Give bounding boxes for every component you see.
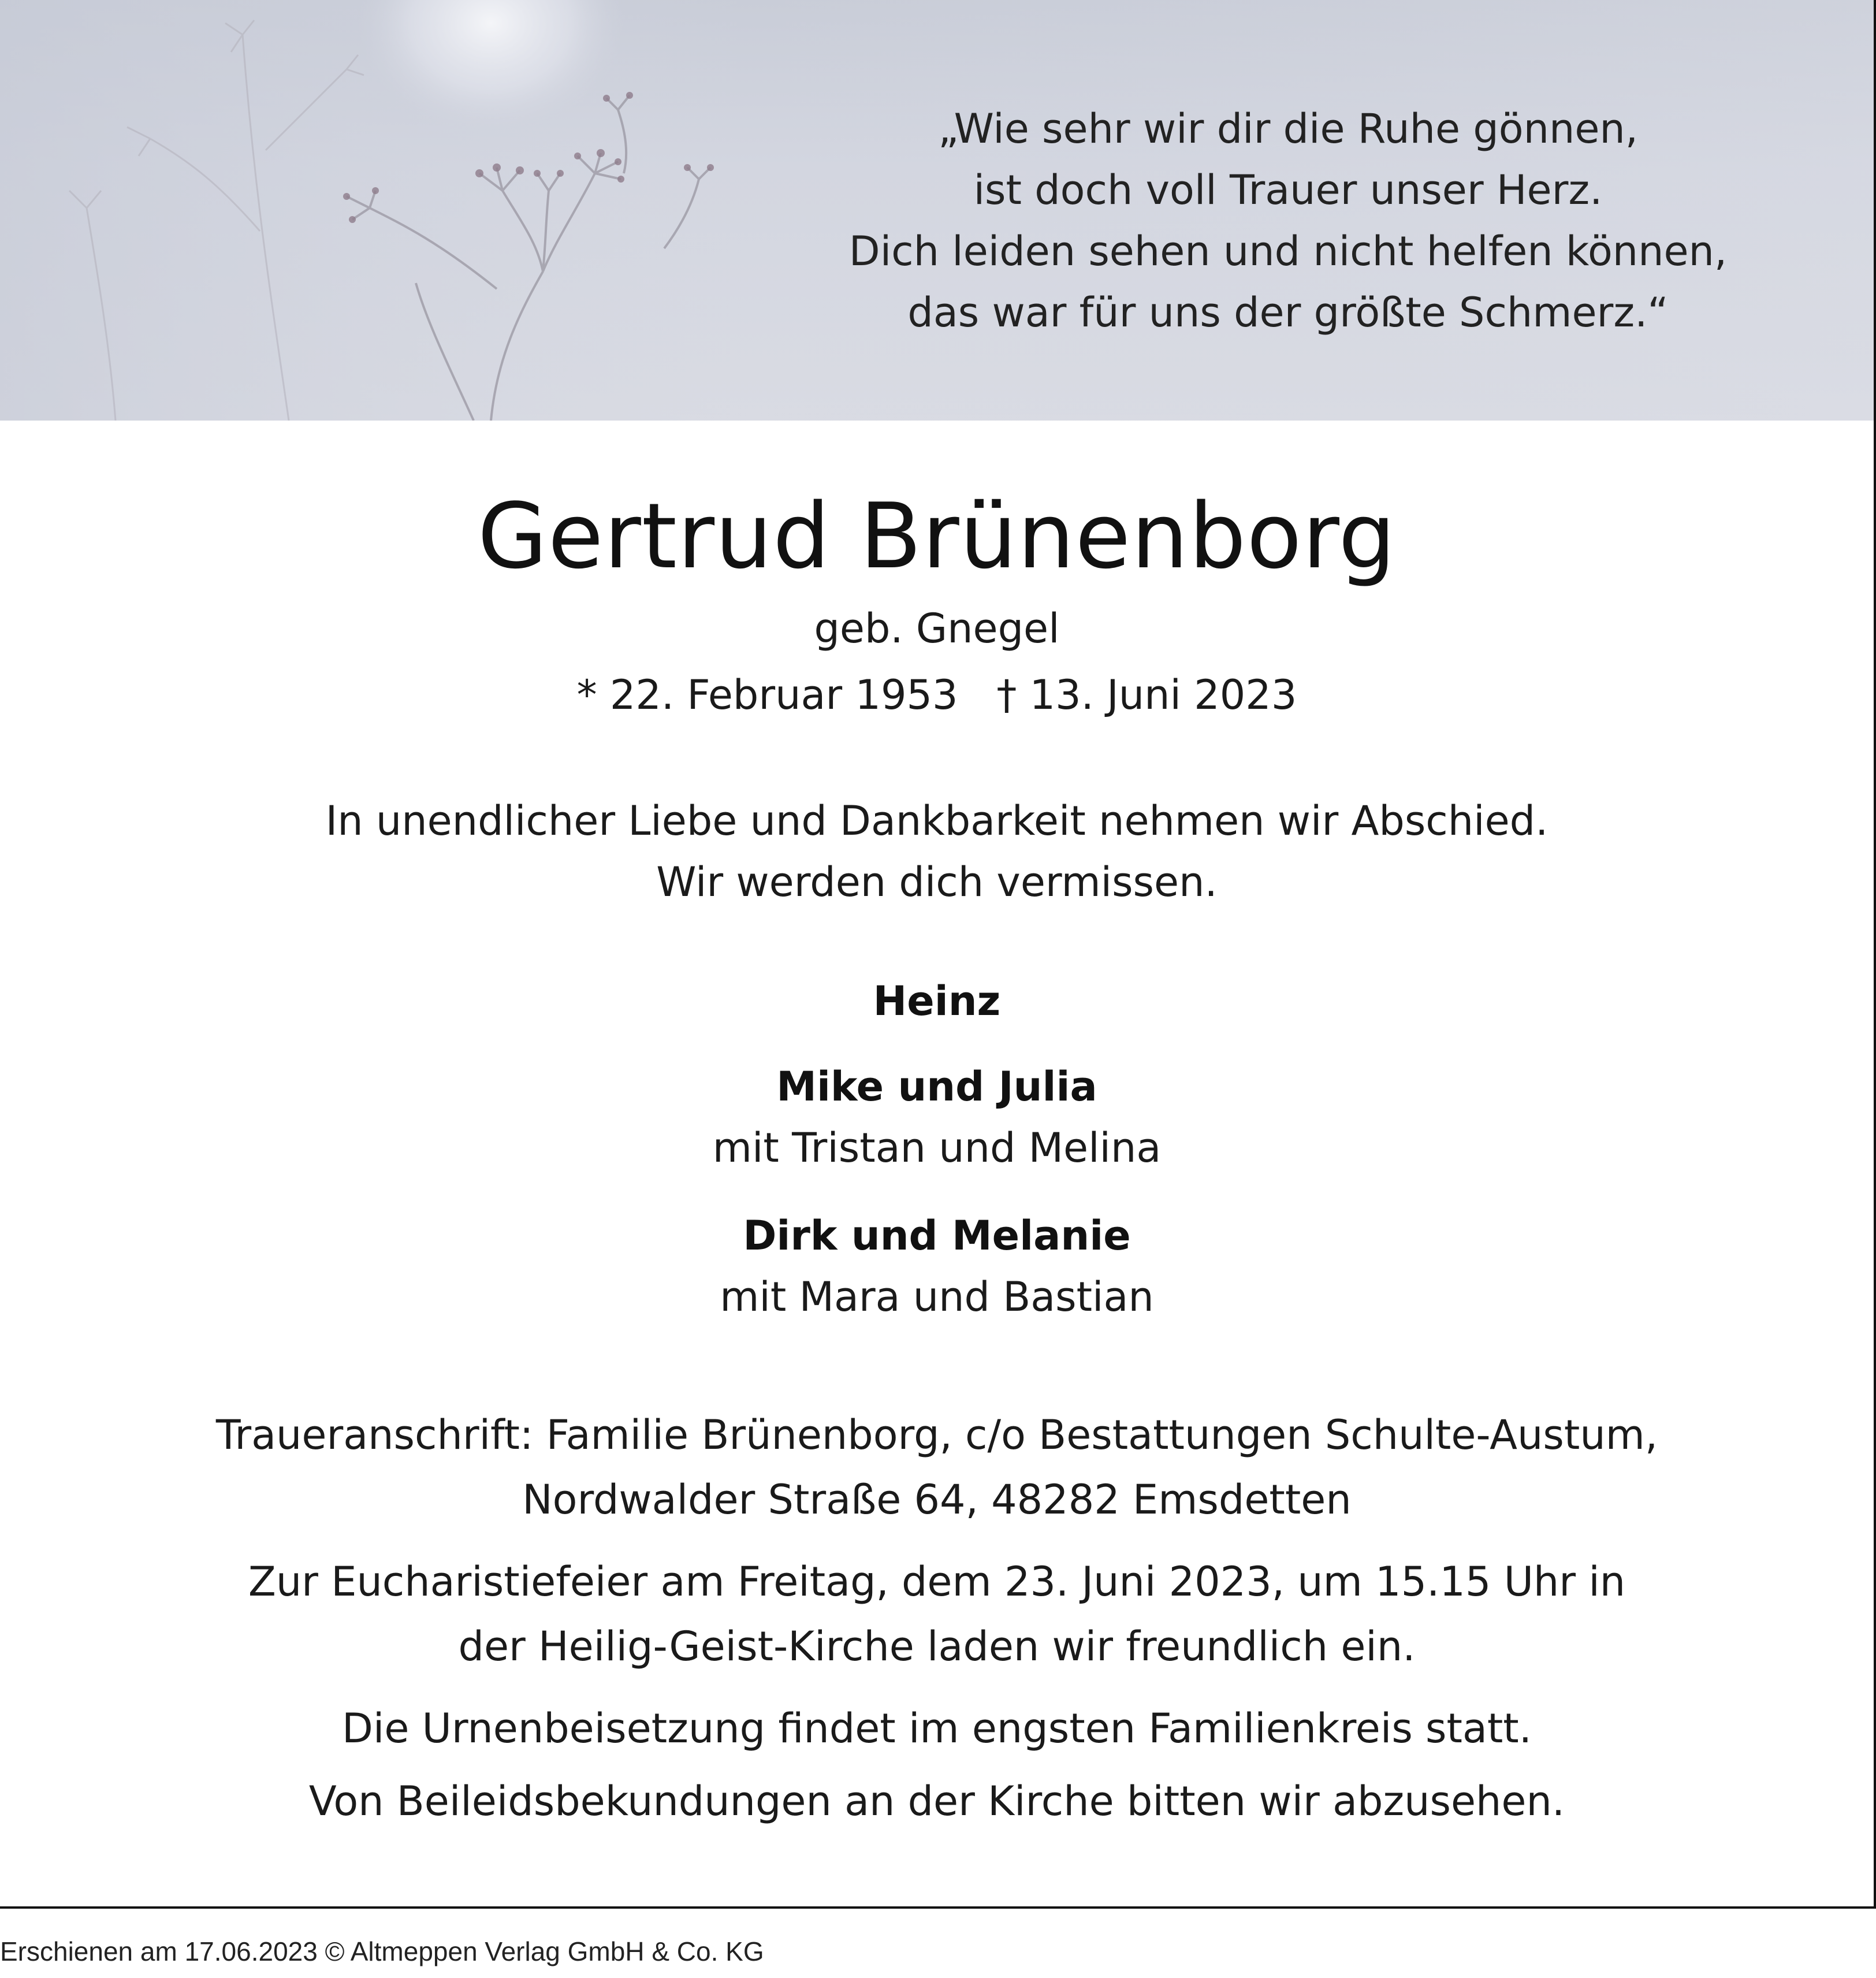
deceased-name: Gertrud Brünenborg (477, 484, 1397, 589)
mourner-name: Mike und Julia (776, 1063, 1097, 1110)
urn-burial-note (0, 1696, 1874, 1761)
publication-credit: Erschienen am 17.06.2023 © Altmeppen Verlag GmbH & Co. KG (0, 1936, 764, 1966)
condolence-note-text: Von Beileidsbekundungen an der Kirche bitten wir abzusehen. (308, 1778, 1565, 1825)
farewell-line: In unendlicher Liebe und Dankbarkeit nehmen wir Abschied. (325, 797, 1549, 845)
mourning-address (0, 1403, 1874, 1532)
mourner-name: Heinz (873, 977, 1001, 1025)
farewell-message (0, 790, 1874, 913)
mourner-name: Dirk und Melanie (743, 1212, 1131, 1259)
condolence-note (0, 1769, 1874, 1834)
quote-line: „Wie sehr wir dir die Ruhe gönnen, (937, 105, 1639, 153)
quote-line: ist doch voll Trauer unser Herz. (973, 166, 1603, 214)
urn-note-text: Die Urnenbeisetzung findet im engsten Familienkreis statt. (341, 1705, 1532, 1752)
mourner-group-2 (0, 1061, 1874, 1174)
maiden-name: geb. Gnegel (814, 605, 1060, 652)
quote-line: Dich leiden sehen und nicht helfen können, (848, 228, 1728, 275)
service-line: der Heilig-Geist-Kirche laden wir freundlich ein. (458, 1623, 1416, 1670)
mourner-children: mit Tristan und Melina (712, 1124, 1162, 1172)
quote-line: das war für uns der größte Schmerz.“ (907, 289, 1669, 336)
life-dates: * 22. Februar 1953 † 13. Juni 2023 (576, 671, 1297, 719)
farewell-line: Wir werden dich vermissen. (656, 858, 1218, 906)
mourner-children: mit Mara und Bastian (720, 1273, 1154, 1321)
service-info (0, 1549, 1874, 1679)
address-line: Nordwalder Straße 64, 48282 Emsdetten (522, 1476, 1352, 1523)
memorial-quote (757, 98, 1819, 343)
mourner-group-3 (0, 1210, 1874, 1323)
service-line: Zur Eucharistiefeier am Freitag, dem 23. Juni 2023, um 15.15 Uhr in (248, 1558, 1626, 1605)
mourner-group-1 (0, 975, 1874, 1027)
header-photo-winter-plants (0, 0, 1874, 421)
address-line: Traueranschrift: Familie Brünenborg, c/o Bestattungen Schulte-Austum, (215, 1411, 1658, 1459)
